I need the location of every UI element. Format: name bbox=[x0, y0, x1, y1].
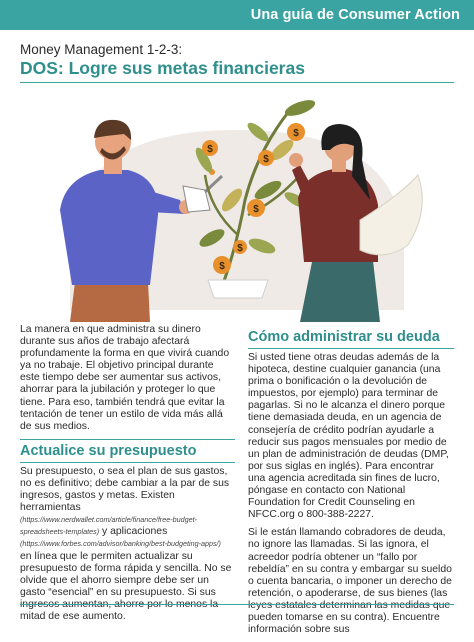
svg-text:$: $ bbox=[207, 144, 213, 155]
svg-text:$: $ bbox=[293, 128, 299, 139]
debt-paragraph-2: Si le están llamando cobradores de deuda, no ignore las llamadas. Si las ignora, el acreedor podría obtener un “fallo por rebeldía” en su contra y embargar su sueldo o cuenta bancaria, o imponer un derecho de retención, o apoderarse, de sus bienes (las leyes estatales determinan las medidas que pueden tomarse en su contra). Encuentre información sobre sus bbox=[248, 527, 452, 636]
debt-paragraph-1: Si usted tiene otras deudas además de la hipoteca, destine cualquier ganancia (una prima o bonificación o la devolución de impuestos, por ejemplo) para terminar de pagarlas. Si no le alcanza el dinero porque tiene demasiada deuda, en un agencia de consejería de crédito podrían ayudarle a reducir sus pagos mensuales por medio de un plan de administración de deudas (DMP, por sus siglas en inglés). Para encontrar una agencia acreditada sin fines de lucro, póngase en contacto con National Foundation for Credit Counseling en NFCC.org o 800-388-2227. bbox=[248, 352, 449, 521]
header-banner bbox=[0, 0, 474, 30]
svg-text:$: $ bbox=[219, 261, 225, 272]
budget-heading: Actualice su presupuesto bbox=[20, 442, 197, 459]
budget-text-b: y aplicaciones bbox=[102, 526, 168, 538]
intro-paragraph: La manera en que administra su dinero durante sus años de trabajo afectará profundamente la forma en que vivirá cuando ya no trabaje. El objetivo principal durante este tiempo debe ser aumentar sus activos, ahorrar para la jubilación y proteger lo que tiene. Para eso, también tendrá que evitar la tentación de tener un estilo de vida más allá de sus medios. bbox=[20, 324, 230, 432]
budget-text-a: Su presupuesto, o sea el plan de sus gastos, no es definitivo; debe cambiar a la par de sus ingresos, gastos y metas. Existen herramientas bbox=[20, 465, 230, 514]
budget-paragraph bbox=[20, 466, 235, 623]
banner-title: Una guía de Consumer Action bbox=[250, 7, 460, 23]
debt-heading: Cómo administrar su deuda bbox=[248, 329, 440, 345]
nerdwallet-link[interactable]: (https://www.nerdwallet.com/article/finance/free-budget-spreadsheets-templates) bbox=[20, 515, 197, 537]
title-divider bbox=[20, 82, 454, 83]
forbes-link[interactable]: (https://www.forbes.com/advisor/banking/best-budgeting-apps/) bbox=[20, 539, 221, 549]
money-plant-illustration bbox=[0, 84, 474, 324]
footer-divider bbox=[20, 604, 454, 605]
right-column bbox=[248, 326, 454, 642]
series-subtitle: Money Management 1-2-3: bbox=[20, 42, 183, 57]
section-divider bbox=[20, 462, 235, 463]
budget-text-c: en línea que le permiten actualizar su presupuesto de forma rápida y sencilla. No se olvide que el ahorro siempre debe ser un gasto “esencial” en su presupuesto. Si sus ingresos aumentan, ahorre por lo menos la mitad de ese aumento. bbox=[20, 550, 232, 622]
svg-text:$: $ bbox=[253, 204, 259, 215]
section-divider bbox=[20, 439, 235, 440]
svg-text:$: $ bbox=[263, 154, 269, 165]
svg-text:$: $ bbox=[237, 243, 243, 254]
section-divider bbox=[248, 348, 454, 349]
left-column bbox=[20, 324, 235, 629]
page-title: DOS: Logre sus metas financieras bbox=[20, 58, 305, 78]
